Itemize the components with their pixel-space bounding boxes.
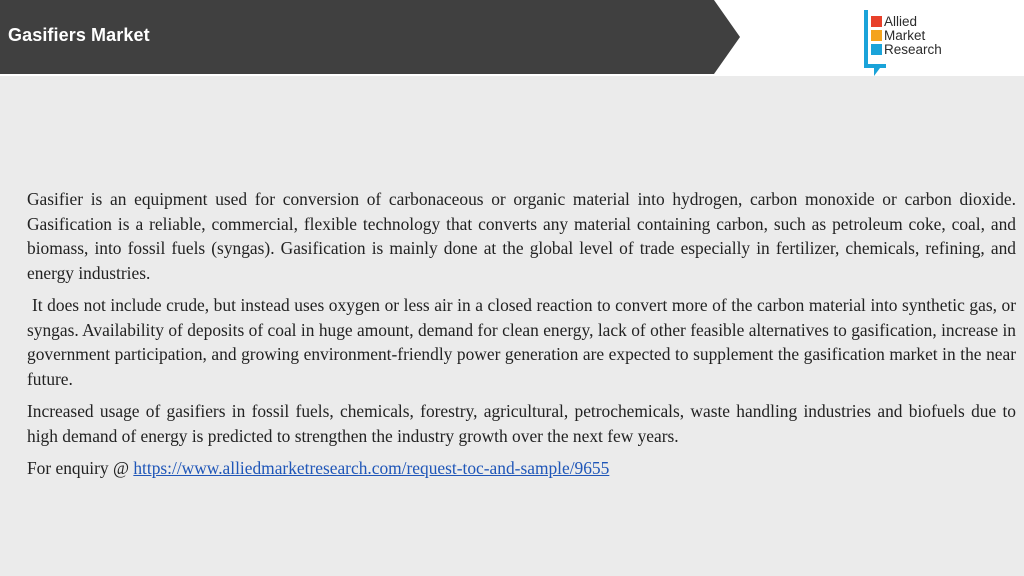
logo-square-red xyxy=(871,16,882,27)
logo-square-blue xyxy=(871,44,882,55)
content-body xyxy=(27,187,1016,489)
paragraph-drivers: It does not include crude, but instead uses oxygen or less air in a closed reaction to convert more of the carbon material into synthetic gas, or syngas. Availability of deposits of coal in huge amount, demand for clean energy, lack of other feasible alternatives to gasification, increase in government participation, and growing environment-friendly power generation are expected to supplement the gasification market in the near future. xyxy=(27,295,1016,389)
page-title: Gasifiers Market xyxy=(8,25,150,45)
paragraph-definition: Gasifier is an equipment used for conversion of carbonaceous or organic material into hydrogen, carbon monoxide or carbon dioxide. Gasification is a reliable, commercial, flexible technology that converts any material containing carbon, such as petroleum coke, coal, and biomass, into fossil fuels (syngas). Gasification is mainly done at the global level of trade especially in fertilizer, chemicals, refining, and energy industries. xyxy=(27,189,1016,283)
header xyxy=(0,0,1024,76)
enquiry-link[interactable]: https://www.alliedmarketresearch.com/request-toc-and-sample/9655 xyxy=(133,458,610,478)
enquiry-line xyxy=(27,456,1016,481)
logo-square-orange xyxy=(871,30,882,41)
logo-word-allied: Allied xyxy=(884,14,918,29)
allied-market-research-logo xyxy=(862,10,982,78)
logo-word-market: Market xyxy=(884,28,926,43)
enquiry-label: For enquiry @ xyxy=(27,458,134,478)
logo-word-research: Research xyxy=(884,42,942,57)
paragraph-growth: Increased usage of gasifiers in fossil fuels, chemicals, forestry, agricultural, petrochemicals, waste handling industries and biofuels due to high demand of energy is predicted to strengthen the industry growth over the next few years. xyxy=(27,401,1016,446)
title-banner xyxy=(0,0,740,74)
